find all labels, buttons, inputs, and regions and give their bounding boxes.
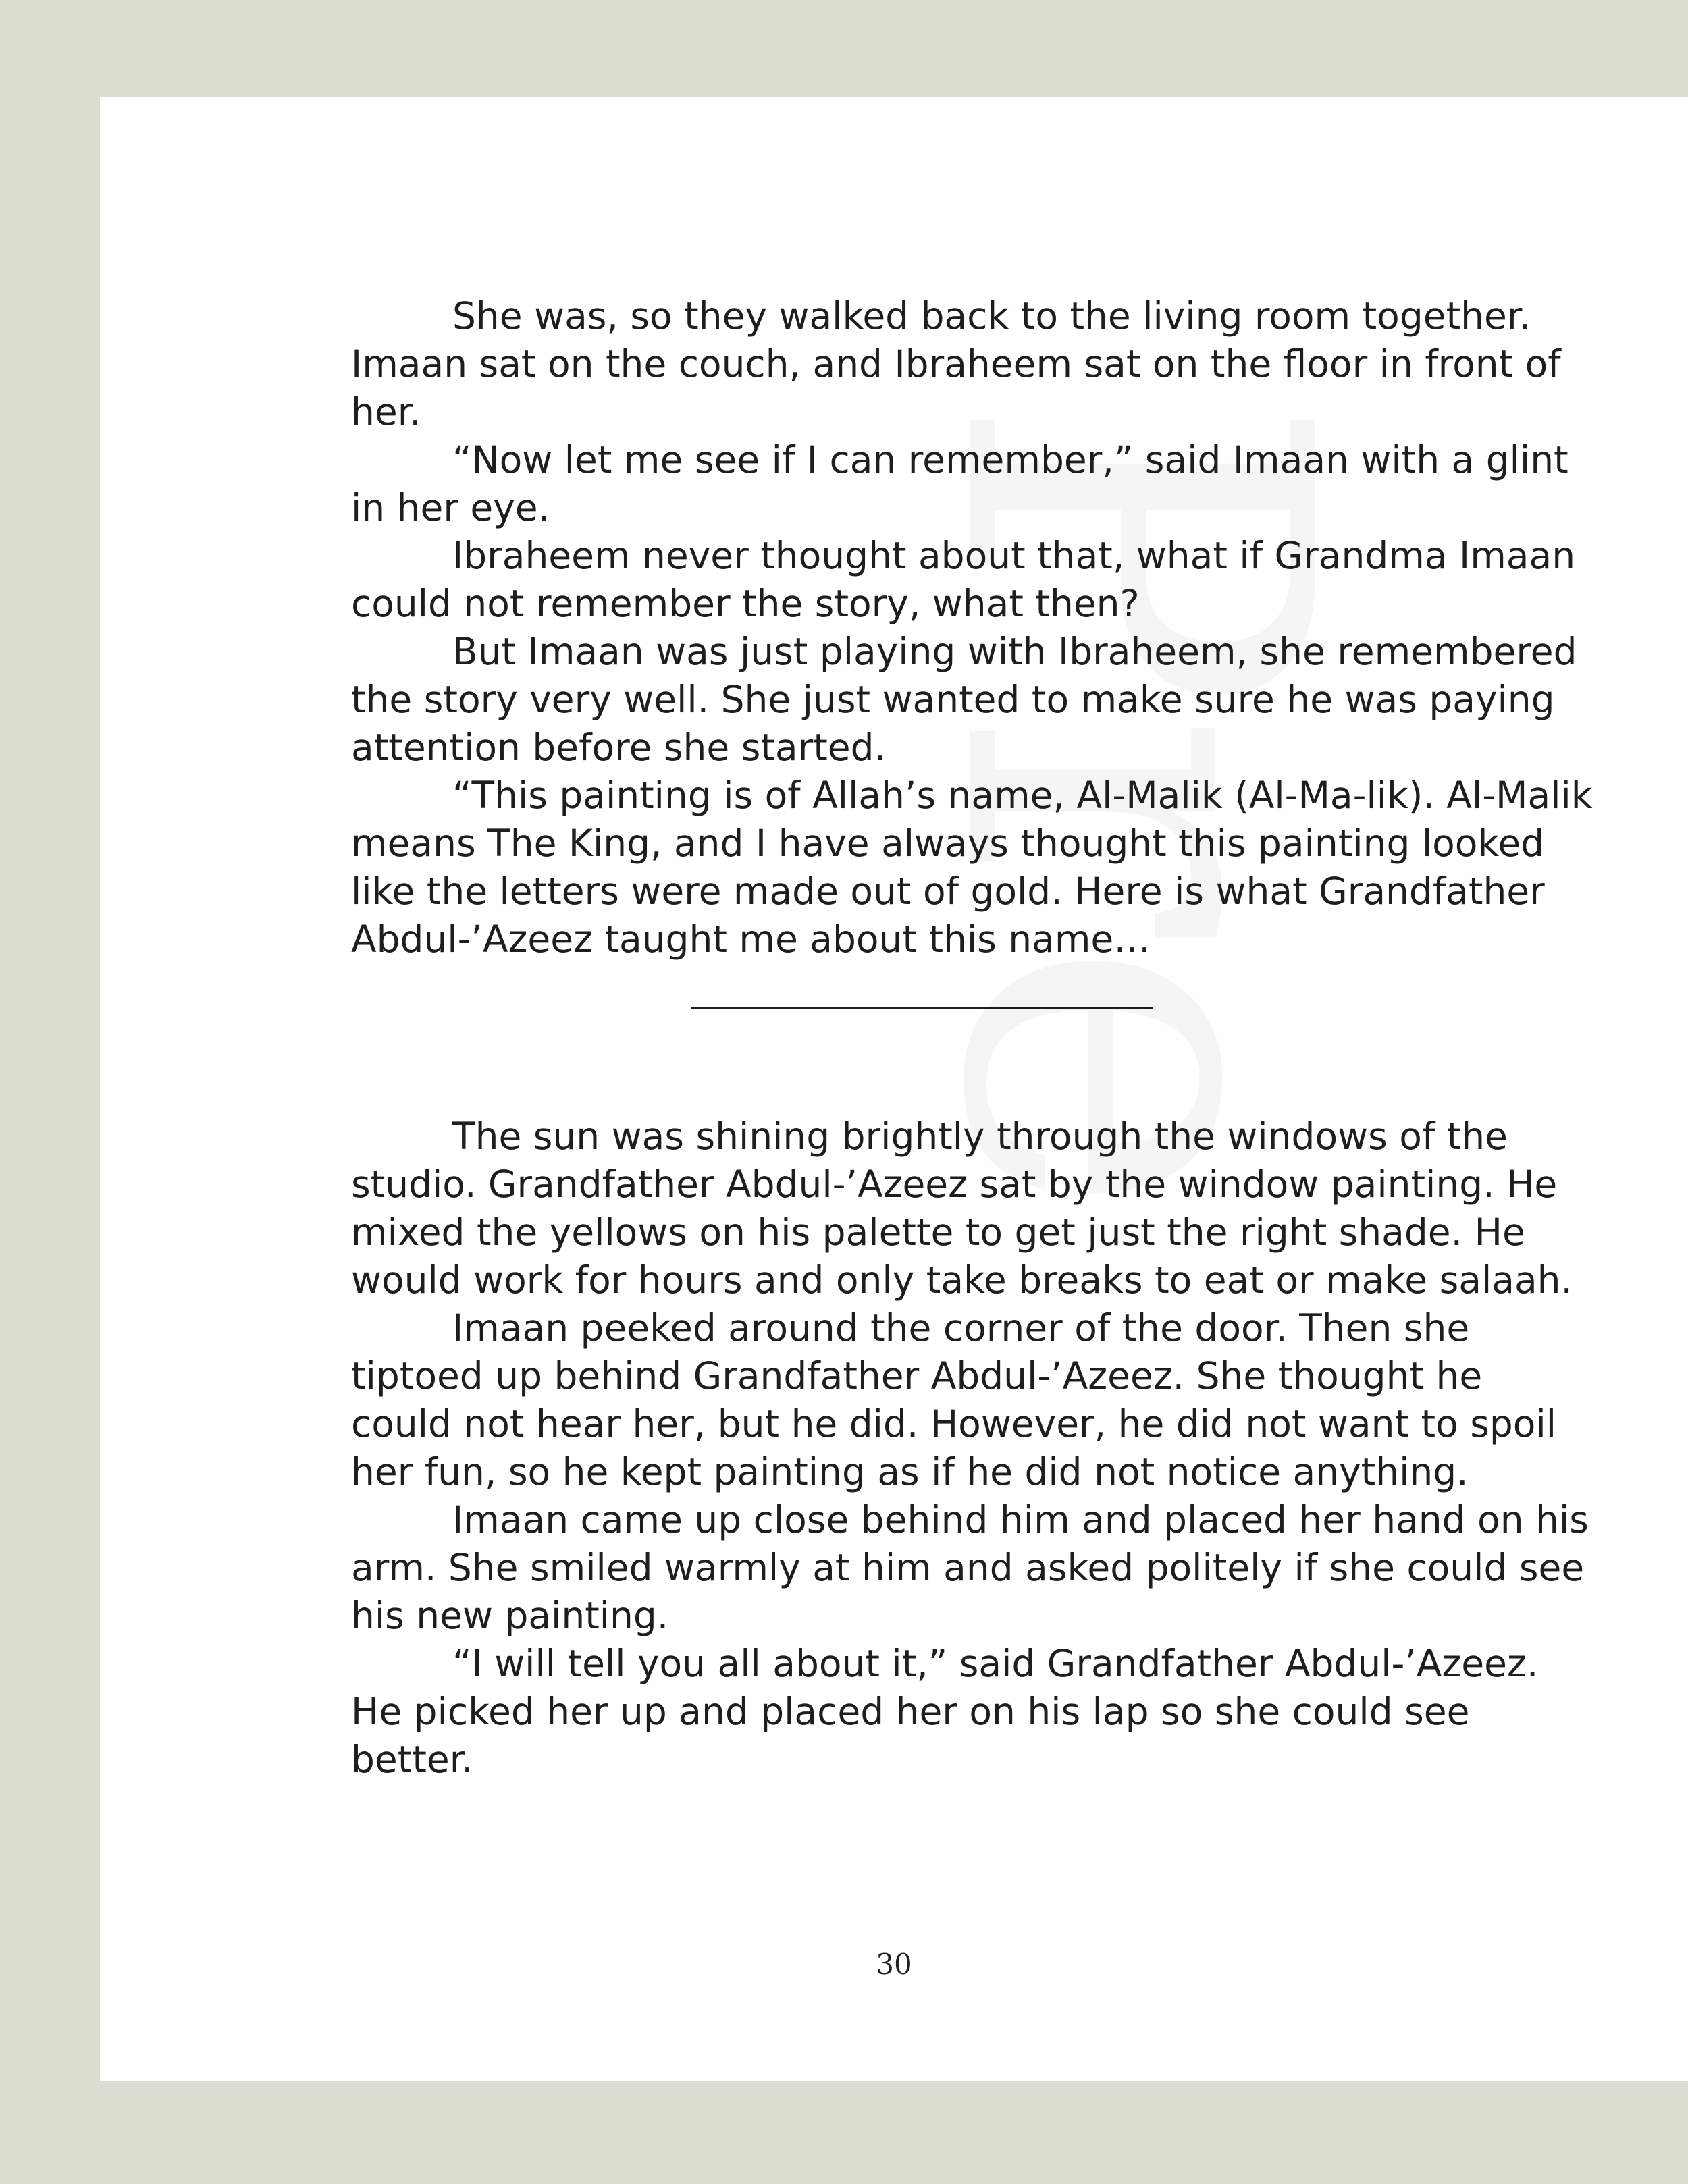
story-section-1 (351, 292, 1593, 963)
page-number: 30 (876, 1948, 912, 1981)
paragraph: “I will tell you all about it,” said Grandfather Abdul-’Azeez. He picked her up and placed her on his lap so she could see better. (351, 1642, 1539, 1781)
paragraph: “Now let me see if I can remember,” said Imaan with a glint in her eye. (351, 438, 1568, 529)
paragraph: “This painting is of Allah’s name, Al-Malik (Al-Ma-lik). Al-Malik means The King, and I have always thought this painting looked like the letters were made out of gold. Here is what Grandfather Abdul-’Azeez taught me about this name… (351, 774, 1593, 961)
paragraph: The sun was shining brightly through the windows of the studio. Grandfather Abdul-’Azeez sat by the window painting. He mixed the yellows on his palette to get just the right shade. He would work for hours and only take breaks to eat or make salaah. (351, 1115, 1573, 1302)
paragraph: But Imaan was just playing with Ibraheem, she remembered the story very well. She just wanted to make sure he was paying attention before she started. (351, 630, 1577, 769)
paragraph: Ibraheem never thought about that, what if Grandma Imaan could not remember the story, what then? (351, 534, 1576, 625)
book-page (100, 97, 1688, 2081)
story-section-2 (351, 1113, 1593, 1784)
paragraph: Imaan came up close behind him and placed her hand on his arm. She smiled warmly at him and asked politely if she could see his new painting. (351, 1498, 1589, 1637)
paragraph: She was, so they walked back to the living room together. Imaan sat on the couch, and Ibraheem sat on the floor in front of her. (351, 294, 1561, 433)
section-divider (691, 1007, 1153, 1009)
paragraph: Imaan peeked around the corner of the door. Then she tiptoed up behind Grandfather Abdul-’Azeez. She thought he could not hear her, but he did. However, he did not want to spoil her fun, so he kept painting as if he did not notice anything. (351, 1306, 1557, 1493)
